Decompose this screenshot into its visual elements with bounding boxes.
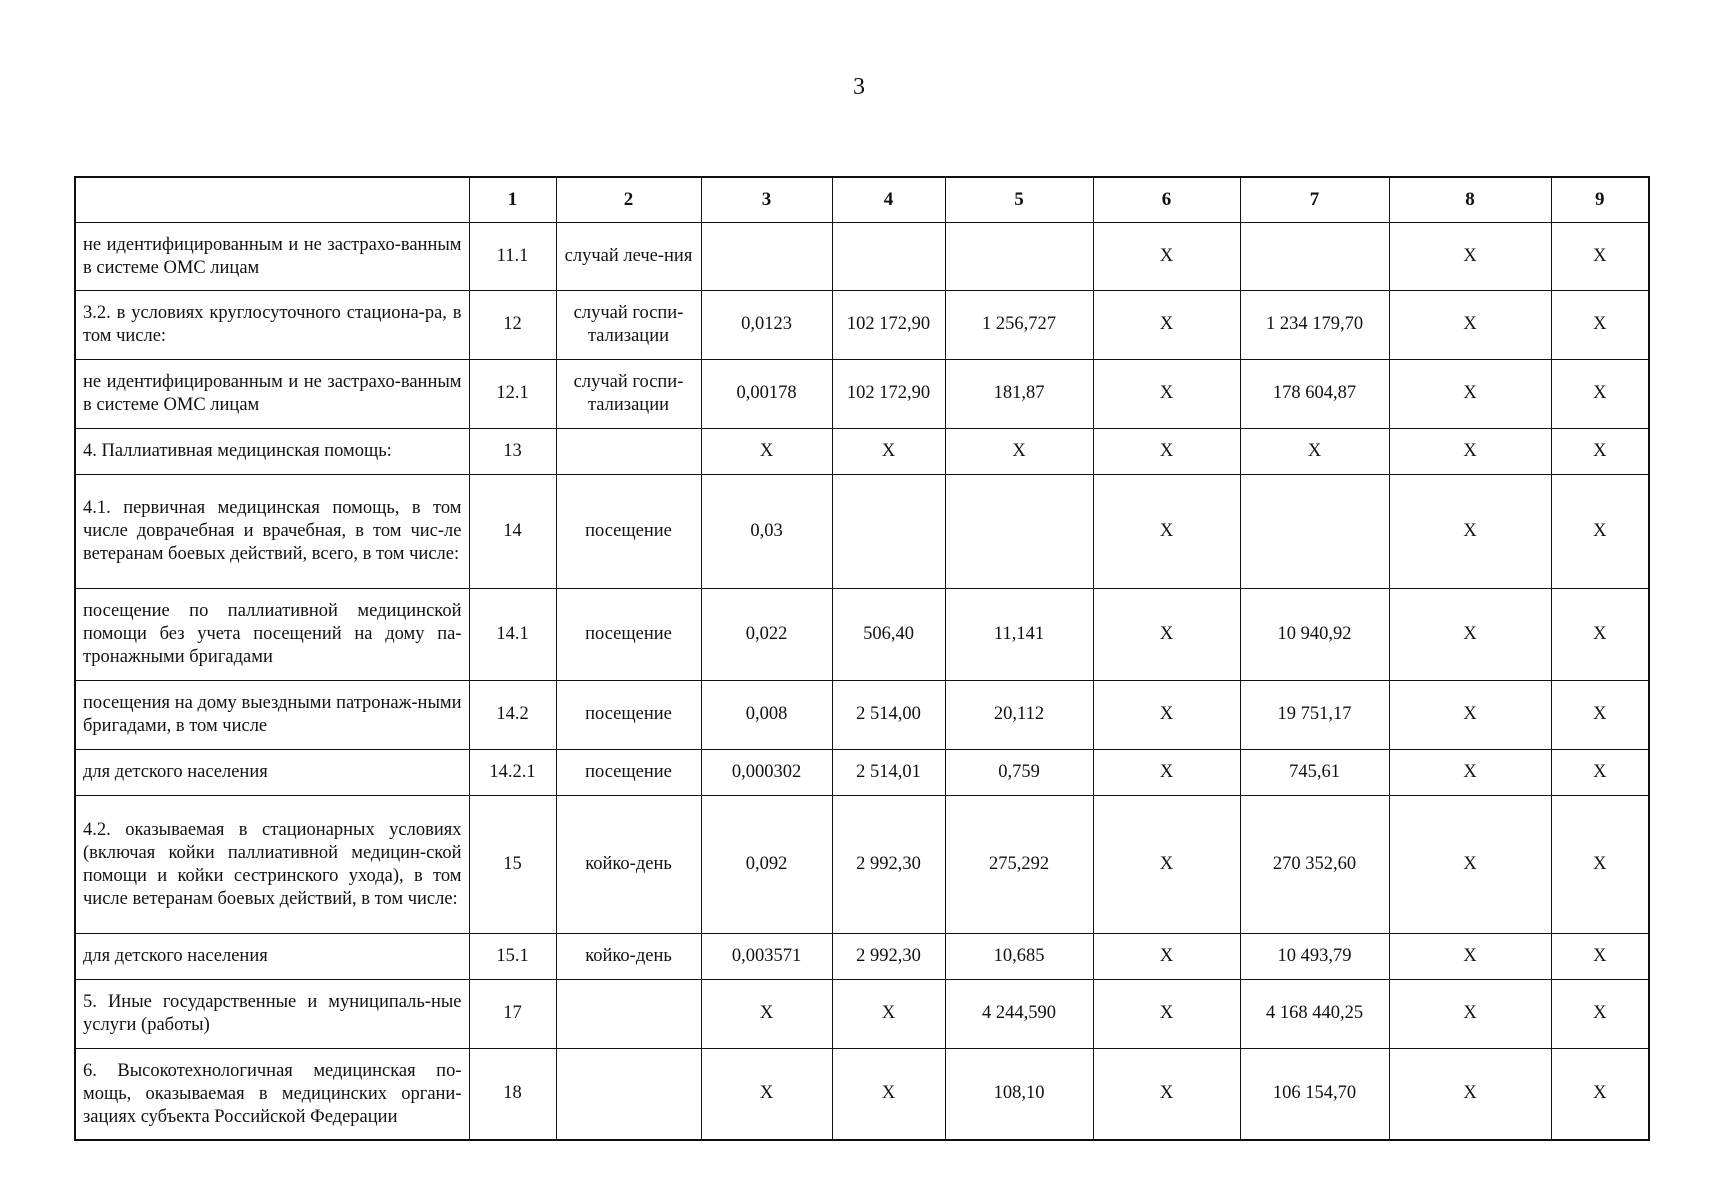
table-cell: X — [1093, 474, 1240, 588]
table-cell: 2 514,00 — [832, 680, 945, 749]
table-cell: 1 234 179,70 — [1240, 290, 1389, 359]
table-cell: X — [1551, 680, 1649, 749]
table-cell — [556, 979, 701, 1048]
table-cell: 2 992,30 — [832, 933, 945, 979]
header-cell: 6 — [1093, 177, 1240, 222]
table-cell: 0,008 — [701, 680, 832, 749]
table-cell: X — [1389, 222, 1551, 290]
table-cell: X — [1551, 979, 1649, 1048]
table-cell — [556, 1048, 701, 1140]
table-cell: X — [1389, 290, 1551, 359]
table-cell: 11.1 — [469, 222, 556, 290]
table-cell: X — [832, 1048, 945, 1140]
table-cell: 14.2 — [469, 680, 556, 749]
table-cell: 10 493,79 — [1240, 933, 1389, 979]
table-cell: посещение — [556, 588, 701, 680]
table-cell: X — [1389, 749, 1551, 795]
table-cell: X — [1093, 359, 1240, 428]
table-body — [75, 177, 1649, 1140]
table-row — [75, 979, 1649, 1048]
row-name-cell: посещения на дому выездными патронаж-ными бригадами, в том числе — [75, 680, 469, 749]
row-name-cell: 4. Паллиативная медицинская помощь: — [75, 428, 469, 474]
table-row — [75, 795, 1649, 933]
table-row — [75, 680, 1649, 749]
table-cell: X — [1093, 933, 1240, 979]
table-cell: 4 168 440,25 — [1240, 979, 1389, 1048]
header-cell: 1 — [469, 177, 556, 222]
table-cell: 745,61 — [1240, 749, 1389, 795]
table-cell: 0,759 — [945, 749, 1093, 795]
table-cell: X — [1093, 222, 1240, 290]
header-cell: 4 — [832, 177, 945, 222]
header-cell: 2 — [556, 177, 701, 222]
table-cell: X — [701, 1048, 832, 1140]
table-cell: X — [1389, 979, 1551, 1048]
table-cell: 4 244,590 — [945, 979, 1093, 1048]
row-name-cell: для детского населения — [75, 749, 469, 795]
table-cell: X — [1093, 749, 1240, 795]
table-cell: X — [1093, 795, 1240, 933]
table-cell: X — [701, 428, 832, 474]
table-cell: X — [1551, 1048, 1649, 1140]
table-cell: X — [1240, 428, 1389, 474]
table-row — [75, 588, 1649, 680]
table-cell: X — [1389, 680, 1551, 749]
table-cell: X — [1389, 588, 1551, 680]
row-name-cell: 4.2. оказываемая в стационарных условиях (включая койки паллиативной медицин-ской помощи и койки сестринского ухода), в том числе ветеранам боевых действий, в том числе: — [75, 795, 469, 933]
table-cell: 0,00178 — [701, 359, 832, 428]
table-cell: X — [1389, 428, 1551, 474]
table-cell: случай госпи-тализации — [556, 290, 701, 359]
table-cell — [1240, 474, 1389, 588]
table-cell: 0,0123 — [701, 290, 832, 359]
table-cell: X — [1389, 933, 1551, 979]
header-row — [75, 177, 1649, 222]
table-cell: 2 514,01 — [832, 749, 945, 795]
table-row — [75, 428, 1649, 474]
row-name-cell: 6. Высокотехнологичная медицинская по-мощь, оказываемая в медицинских органи-зациях субъекта Российской Федерации — [75, 1048, 469, 1140]
table-cell: 18 — [469, 1048, 556, 1140]
table-cell: посещение — [556, 749, 701, 795]
table-cell: X — [1093, 290, 1240, 359]
table-cell: X — [1093, 680, 1240, 749]
header-cell: 3 — [701, 177, 832, 222]
table-cell: X — [1093, 1048, 1240, 1140]
table-cell: X — [701, 979, 832, 1048]
table-cell: 20,112 — [945, 680, 1093, 749]
table-row — [75, 474, 1649, 588]
table-cell: 10,685 — [945, 933, 1093, 979]
table-row — [75, 1048, 1649, 1140]
table-cell: X — [1093, 588, 1240, 680]
table-cell: 0,092 — [701, 795, 832, 933]
table-cell: X — [945, 428, 1093, 474]
row-name-cell: не идентифицированным и не застрахо-ванным в системе ОМС лицам — [75, 359, 469, 428]
table-cell — [945, 222, 1093, 290]
table-cell: X — [1389, 474, 1551, 588]
table-cell: 178 604,87 — [1240, 359, 1389, 428]
row-name-cell: для детского населения — [75, 933, 469, 979]
table-cell: X — [1093, 979, 1240, 1048]
table-cell: 14.2.1 — [469, 749, 556, 795]
table-cell: X — [1551, 474, 1649, 588]
table-cell: случай лече-ния — [556, 222, 701, 290]
header-cell: 9 — [1551, 177, 1649, 222]
header-cell: 5 — [945, 177, 1093, 222]
table-cell: X — [1551, 795, 1649, 933]
table-cell: X — [1551, 359, 1649, 428]
row-name-cell: 5. Иные государственные и муниципаль-ные услуги (работы) — [75, 979, 469, 1048]
table-cell: посещение — [556, 680, 701, 749]
row-name-cell: не идентифицированным и не застрахо-ванным в системе ОМС лицам — [75, 222, 469, 290]
table-cell — [701, 222, 832, 290]
table-cell: 1 256,727 — [945, 290, 1093, 359]
table-cell: 14 — [469, 474, 556, 588]
table-cell: посещение — [556, 474, 701, 588]
table-cell: 15.1 — [469, 933, 556, 979]
table-cell: 102 172,90 — [832, 290, 945, 359]
table-cell: 13 — [469, 428, 556, 474]
table-cell: случай госпи-тализации — [556, 359, 701, 428]
table-cell: X — [1551, 933, 1649, 979]
table-cell: 0,003571 — [701, 933, 832, 979]
table-cell: 108,10 — [945, 1048, 1093, 1140]
table-cell: X — [1551, 428, 1649, 474]
table-cell: 270 352,60 — [1240, 795, 1389, 933]
table-cell — [832, 474, 945, 588]
table-row — [75, 359, 1649, 428]
table-cell — [832, 222, 945, 290]
table-cell: 275,292 — [945, 795, 1093, 933]
table-cell: 17 — [469, 979, 556, 1048]
table-cell: 10 940,92 — [1240, 588, 1389, 680]
header-cell — [75, 177, 469, 222]
table-cell: X — [832, 428, 945, 474]
header-cell: 8 — [1389, 177, 1551, 222]
row-name-cell: 3.2. в условиях круглосуточного стациона-ра, в том числе: — [75, 290, 469, 359]
table-cell: 12.1 — [469, 359, 556, 428]
table-cell: койко-день — [556, 795, 701, 933]
page-number: 3 — [853, 74, 865, 100]
table-cell: 12 — [469, 290, 556, 359]
header-cell: 7 — [1240, 177, 1389, 222]
table-cell: 102 172,90 — [832, 359, 945, 428]
table-cell: 0,022 — [701, 588, 832, 680]
table-cell: 11,141 — [945, 588, 1093, 680]
table-cell: 19 751,17 — [1240, 680, 1389, 749]
row-name-cell: посещение по паллиативной медицинской помощи без учета посещений на дому па-тронажными бригадами — [75, 588, 469, 680]
table-cell: X — [1389, 795, 1551, 933]
table-cell: X — [1551, 749, 1649, 795]
table-cell — [556, 428, 701, 474]
table-cell: 506,40 — [832, 588, 945, 680]
table-cell: 0,000302 — [701, 749, 832, 795]
table-cell: 15 — [469, 795, 556, 933]
table-cell: X — [1389, 359, 1551, 428]
table-cell: X — [1551, 588, 1649, 680]
table-row — [75, 290, 1649, 359]
table-cell: X — [1389, 1048, 1551, 1140]
data-table — [74, 176, 1650, 1141]
table-cell: X — [832, 979, 945, 1048]
table-row — [75, 933, 1649, 979]
table-cell: 14.1 — [469, 588, 556, 680]
table-cell: 0,03 — [701, 474, 832, 588]
table-row — [75, 749, 1649, 795]
table-cell: X — [1551, 222, 1649, 290]
table-cell: 2 992,30 — [832, 795, 945, 933]
table-cell: койко-день — [556, 933, 701, 979]
table-row — [75, 222, 1649, 290]
table-cell: X — [1551, 290, 1649, 359]
table-cell: X — [1093, 428, 1240, 474]
table-cell — [1240, 222, 1389, 290]
table-cell: 106 154,70 — [1240, 1048, 1389, 1140]
row-name-cell: 4.1. первичная медицинская помощь, в том числе доврачебная и врачебная, в том чис-ле ветеранам боевых действий, всего, в том числе: — [75, 474, 469, 588]
table-cell: 181,87 — [945, 359, 1093, 428]
table-cell — [945, 474, 1093, 588]
